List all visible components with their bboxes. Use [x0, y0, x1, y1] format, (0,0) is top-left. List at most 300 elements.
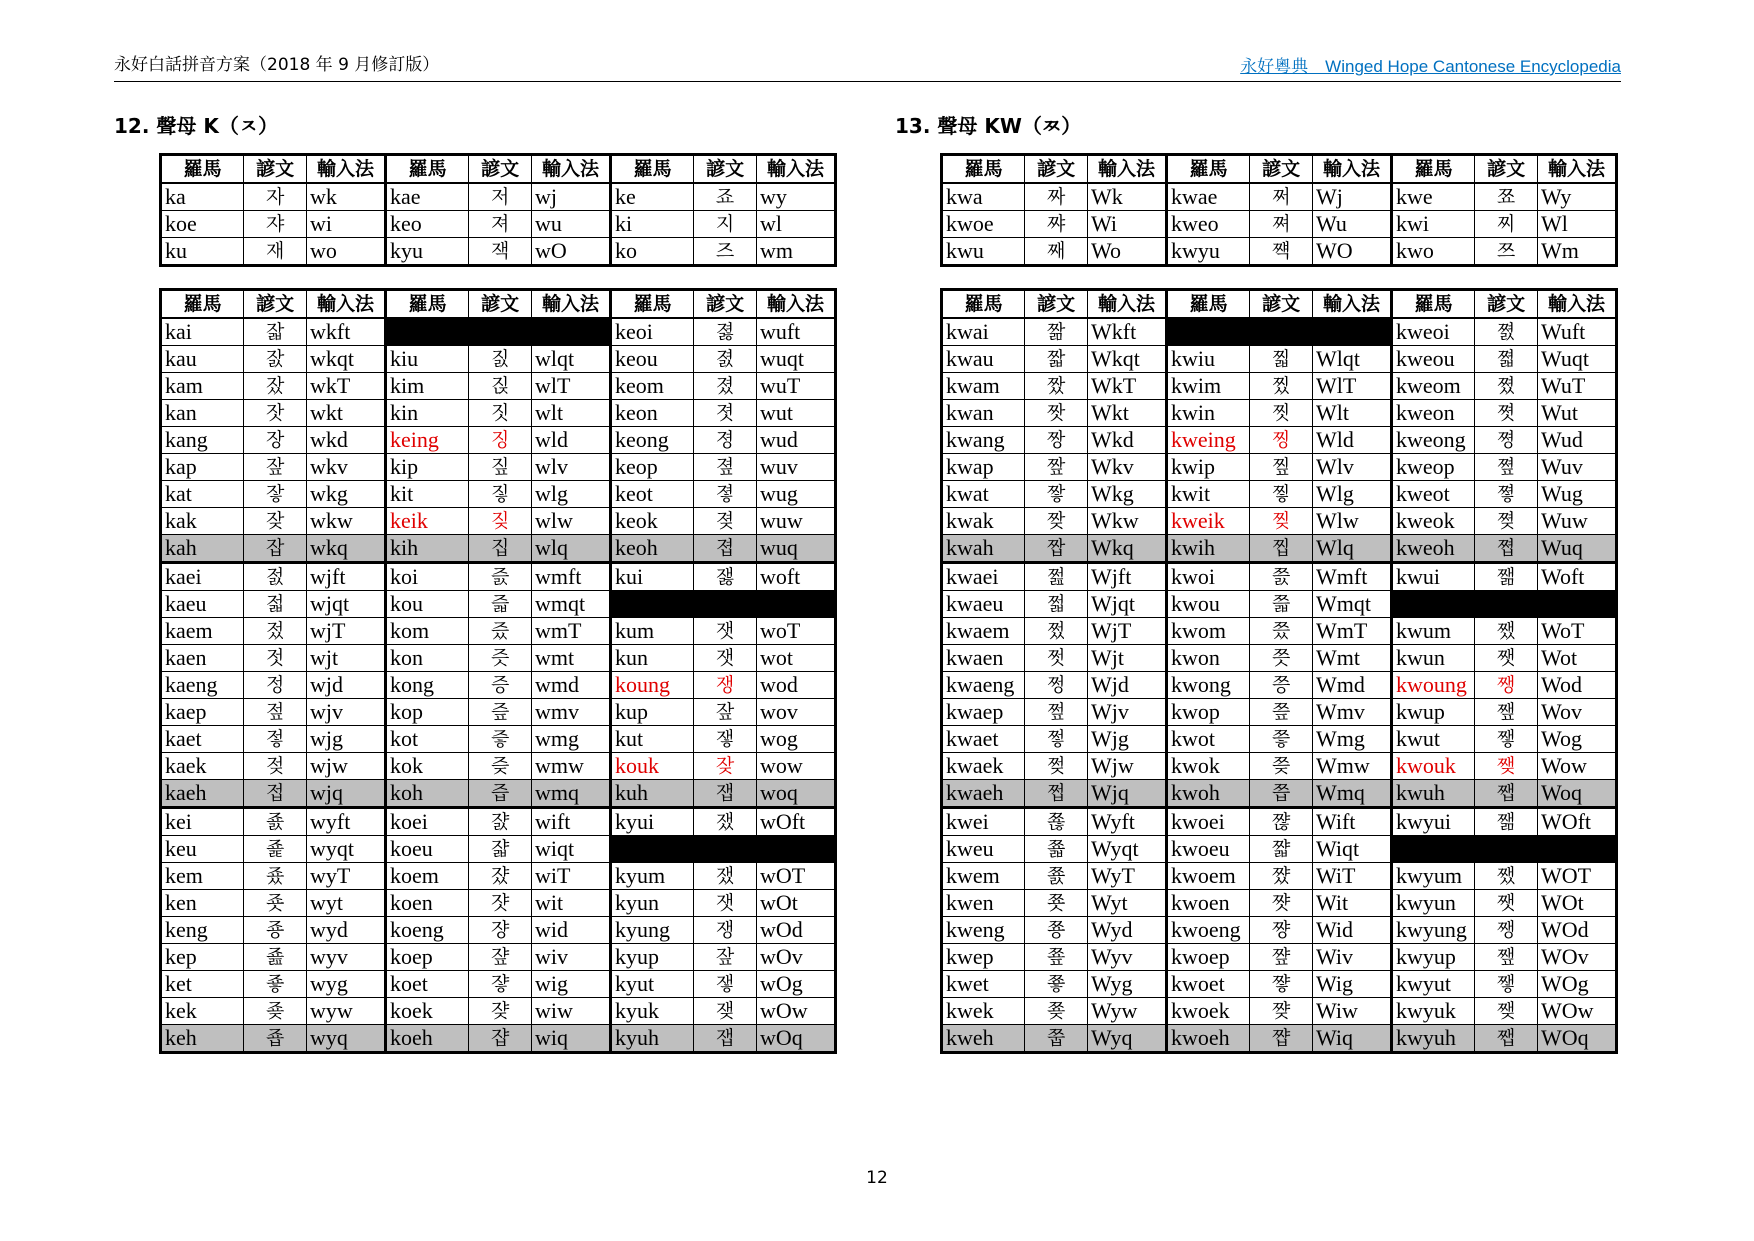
- roman-cell: kam: [161, 373, 244, 400]
- table-row: [942, 971, 1617, 998]
- input-cell: Wiqt: [1312, 836, 1391, 863]
- table-row: [161, 481, 836, 508]
- hangul-cell: 쯠: [1250, 563, 1313, 591]
- input-cell: wyg: [307, 971, 386, 998]
- table-row: [942, 508, 1617, 535]
- roman-cell: kei: [161, 808, 244, 836]
- hangul-cell: 쯔: [1475, 238, 1538, 266]
- column-header: 羅馬: [1166, 290, 1249, 319]
- hangul-cell: 쪗: [1475, 400, 1538, 427]
- hangul-cell: 쯨: [1250, 618, 1313, 645]
- input-cell: Wjv: [1088, 699, 1167, 726]
- hangul-cell: 쨚: [1250, 808, 1313, 836]
- input-cell: Wuft: [1537, 318, 1616, 346]
- roman-cell: koep: [385, 944, 468, 971]
- table-row: [942, 998, 1617, 1025]
- roman-cell: kwen: [942, 890, 1025, 917]
- input-cell: Wyt: [1088, 890, 1167, 917]
- input-cell: wod: [756, 672, 835, 699]
- roman-cell: kuh: [610, 780, 693, 808]
- hangul-cell: 젓: [244, 645, 307, 672]
- column-header: 諺文: [694, 290, 757, 319]
- roman-cell: ko: [610, 238, 693, 266]
- roman-cell: kyum: [610, 863, 693, 890]
- hangul-cell: 쯟: [1250, 591, 1313, 618]
- roman-cell: kweu: [942, 836, 1025, 863]
- hangul-cell: 쨨: [1250, 863, 1313, 890]
- roman-cell: kwoet: [1166, 971, 1249, 998]
- roman-cell: kyup: [610, 944, 693, 971]
- hangul-cell: 쨒: [1475, 944, 1538, 971]
- roman-cell: kwoeng: [1166, 917, 1249, 944]
- input-cell: wjT: [307, 618, 386, 645]
- blank-cell: [1166, 318, 1391, 346]
- roman-cell: kyui: [610, 808, 693, 836]
- input-cell: wiT: [531, 863, 610, 890]
- hangul-cell: 쭆: [1025, 944, 1088, 971]
- input-cell: Wut: [1537, 400, 1616, 427]
- table-row: [161, 808, 836, 836]
- input-cell: Woq: [1537, 780, 1616, 808]
- hangul-cell: 잭: [469, 238, 532, 266]
- roman-cell: kwit: [1166, 481, 1249, 508]
- input-cell: wyv: [307, 944, 386, 971]
- table-row: [161, 373, 836, 400]
- roman-cell: kin: [385, 400, 468, 427]
- table-row: [942, 863, 1617, 890]
- input-cell: wov: [756, 699, 835, 726]
- hangul-cell: 죶: [244, 998, 307, 1025]
- roman-cell: kwam: [942, 373, 1025, 400]
- hangul-cell: 즈: [694, 238, 757, 266]
- hangul-cell: 쟀: [694, 863, 757, 890]
- input-cell: wkqt: [307, 346, 386, 373]
- hangul-cell: 쟢: [469, 944, 532, 971]
- hangul-cell: 잽: [694, 780, 757, 808]
- roman-cell: kweop: [1391, 454, 1474, 481]
- hangul-cell: 쨯: [1250, 971, 1313, 998]
- table-row: [942, 753, 1617, 780]
- input-cell: wjq: [307, 780, 386, 808]
- input-cell: Wjt: [1088, 645, 1167, 672]
- input-cell: Wlt: [1312, 400, 1391, 427]
- input-cell: WoT: [1537, 618, 1616, 645]
- input-cell: wmt: [531, 645, 610, 672]
- input-cell: Wyq: [1088, 1025, 1167, 1053]
- roman-cell: kiu: [385, 346, 468, 373]
- hangul-cell: 짖: [469, 508, 532, 535]
- column-header: 諺文: [469, 155, 532, 184]
- column-header: 諺文: [244, 155, 307, 184]
- hangul-cell: 쨪: [1250, 998, 1313, 1025]
- input-cell: wmw: [531, 753, 610, 780]
- roman-cell: keoh: [610, 535, 693, 563]
- hangul-cell: 쨌: [1475, 618, 1538, 645]
- roman-cell: keot: [610, 481, 693, 508]
- input-cell: Wit: [1312, 890, 1391, 917]
- hangul-cell: 잤: [244, 373, 307, 400]
- roman-cell: kouk: [610, 753, 693, 780]
- input-cell: Wi: [1088, 211, 1167, 238]
- roman-cell: koek: [385, 998, 468, 1025]
- input-cell: wift: [531, 808, 610, 836]
- input-cell: wyq: [307, 1025, 386, 1053]
- input-cell: Wmw: [1312, 753, 1391, 780]
- input-cell: wu: [531, 211, 610, 238]
- input-cell: wo: [307, 238, 386, 266]
- hangul-cell: 즓: [469, 591, 532, 618]
- hangul-cell: 졎: [694, 508, 757, 535]
- roman-cell: kwoen: [1166, 890, 1249, 917]
- hangul-cell: 짭: [1025, 535, 1088, 563]
- roman-cell: keon: [610, 400, 693, 427]
- hangul-cell: 죠: [694, 183, 757, 211]
- input-cell: wkft: [307, 318, 386, 346]
- hangul-cell: 쟓: [469, 836, 532, 863]
- input-cell: wiq: [531, 1025, 610, 1053]
- hangul-cell: 쨋: [1475, 890, 1538, 917]
- roman-cell: kwouk: [1391, 753, 1474, 780]
- hangul-cell: 지: [694, 211, 757, 238]
- table-row: [942, 699, 1617, 726]
- roman-cell: keu: [161, 836, 244, 863]
- column-header: 諺文: [1025, 290, 1088, 319]
- input-cell: Wmd: [1312, 672, 1391, 699]
- input-cell: Wmq: [1312, 780, 1391, 808]
- roman-cell: kum: [610, 618, 693, 645]
- roman-cell: koeu: [385, 836, 468, 863]
- roman-cell: kweou: [1391, 346, 1474, 373]
- hangul-cell: 쯩: [1250, 672, 1313, 699]
- input-cell: Wuqt: [1537, 346, 1616, 373]
- hangul-cell: 쯮: [1250, 699, 1313, 726]
- input-cell: Wkg: [1088, 481, 1167, 508]
- table-row: [161, 618, 836, 645]
- hangul-cell: 쨍: [1475, 917, 1538, 944]
- roman-cell: kwoi: [1166, 563, 1249, 591]
- roman-cell: kwiu: [1166, 346, 1249, 373]
- roman-cell: kap: [161, 454, 244, 481]
- input-cell: wO: [531, 238, 610, 266]
- hangul-cell: 쟈: [244, 211, 307, 238]
- table-row: [161, 699, 836, 726]
- column-header: 輸入法: [531, 155, 610, 184]
- hangul-cell: 쨧: [1250, 890, 1313, 917]
- table-row: [161, 944, 836, 971]
- roman-cell: kweok: [1391, 508, 1474, 535]
- roman-cell: kweng: [942, 917, 1025, 944]
- roman-cell: kwan: [942, 400, 1025, 427]
- input-cell: Wlqt: [1312, 346, 1391, 373]
- roman-cell: kwaek: [942, 753, 1025, 780]
- input-cell: wuq: [756, 535, 835, 563]
- roman-cell: kwang: [942, 427, 1025, 454]
- roman-cell: koeng: [385, 917, 468, 944]
- roman-cell: kwom: [1166, 618, 1249, 645]
- input-cell: Wug: [1537, 481, 1616, 508]
- roman-cell: kwet: [942, 971, 1025, 998]
- input-cell: Wkft: [1088, 318, 1167, 346]
- table-row: [161, 672, 836, 699]
- hangul-cell: 정: [244, 672, 307, 699]
- roman-cell: kwoh: [1166, 780, 1249, 808]
- input-cell: wjv: [307, 699, 386, 726]
- roman-cell: kon: [385, 645, 468, 672]
- hangul-cell: 죭: [244, 836, 307, 863]
- roman-cell: kwi: [1391, 211, 1474, 238]
- input-cell: Wot: [1537, 645, 1616, 672]
- input-cell: Wmft: [1312, 563, 1391, 591]
- roman-cell: kih: [385, 535, 468, 563]
- roman-cell: keom: [610, 373, 693, 400]
- table-row: [161, 726, 836, 753]
- hangul-cell: 죱: [244, 1025, 307, 1053]
- roman-cell: kwae: [1166, 183, 1249, 211]
- roman-cell: kup: [610, 699, 693, 726]
- input-cell: WuT: [1537, 373, 1616, 400]
- input-cell: wyt: [307, 890, 386, 917]
- column-header: 輸入法: [1088, 290, 1167, 319]
- hangul-cell: 짜: [1025, 183, 1088, 211]
- column-header: 羅馬: [1391, 155, 1474, 184]
- input-cell: wj: [531, 183, 610, 211]
- input-cell: Wig: [1312, 971, 1391, 998]
- hangul-cell: 쨔: [1025, 211, 1088, 238]
- roman-cell: kweon: [1391, 400, 1474, 427]
- table-row: [161, 535, 836, 563]
- input-cell: Wld: [1312, 427, 1391, 454]
- hangul-cell: 죵: [244, 917, 307, 944]
- roman-cell: kom: [385, 618, 468, 645]
- roman-cell: kwyuh: [1391, 1025, 1474, 1053]
- input-cell: Wjg: [1088, 726, 1167, 753]
- roman-cell: kwah: [942, 535, 1025, 563]
- roman-cell: kwaep: [942, 699, 1025, 726]
- input-cell: Wyv: [1088, 944, 1167, 971]
- input-cell: WO: [1312, 238, 1391, 266]
- input-cell: wjt: [307, 645, 386, 672]
- table-row: [942, 318, 1617, 346]
- hangul-cell: 즢: [469, 699, 532, 726]
- hangul-cell: 즜: [469, 618, 532, 645]
- hangul-cell: 쩢: [1025, 753, 1088, 780]
- input-cell: WlT: [1312, 373, 1391, 400]
- input-cell: woT: [756, 618, 835, 645]
- roman-cell: kyut: [610, 971, 693, 998]
- roman-cell: keng: [161, 917, 244, 944]
- hangul-cell: 졌: [694, 373, 757, 400]
- input-cell: Wiq: [1312, 1025, 1391, 1053]
- hangul-cell: 젋: [244, 591, 307, 618]
- hangul-cell: 증: [469, 672, 532, 699]
- header-row: [942, 155, 1617, 184]
- input-cell: wlw: [531, 508, 610, 535]
- hangul-cell: 쬷: [1025, 836, 1088, 863]
- hangul-cell: 짲: [1025, 508, 1088, 535]
- hangul-cell: 쩡: [1025, 672, 1088, 699]
- hangul-cell: 짶: [1025, 454, 1088, 481]
- input-cell: wk: [307, 183, 386, 211]
- hangul-cell: 죬: [244, 808, 307, 836]
- hangul-cell: 짦: [1025, 318, 1088, 346]
- roman-cell: koeh: [385, 1025, 468, 1053]
- input-cell: WjT: [1088, 618, 1167, 645]
- input-cell: wlT: [531, 373, 610, 400]
- roman-cell: kwak: [942, 508, 1025, 535]
- roman-cell: kwau: [942, 346, 1025, 373]
- hangul-cell: 찧: [1250, 481, 1313, 508]
- input-cell: Wkqt: [1088, 346, 1167, 373]
- column-header: 羅馬: [942, 290, 1025, 319]
- table-row: [942, 917, 1617, 944]
- input-cell: Wjq: [1088, 780, 1167, 808]
- roman-cell: kwot: [1166, 726, 1249, 753]
- table-row: [161, 400, 836, 427]
- roman-cell: kyuk: [610, 998, 693, 1025]
- roman-cell: koet: [385, 971, 468, 998]
- roman-cell: kim: [385, 373, 468, 400]
- hangul-cell: 죳: [244, 890, 307, 917]
- input-cell: wow: [756, 753, 835, 780]
- hangul-cell: 쪚: [1475, 508, 1538, 535]
- hangul-cell: 짧: [1025, 346, 1088, 373]
- section-title-kw: 13. 聲母 KW（ㅉ）: [895, 114, 1082, 138]
- hangul-cell: 짅: [469, 373, 532, 400]
- hangul-cell: 찡: [1250, 427, 1313, 454]
- roman-cell: kwoeu: [1166, 836, 1249, 863]
- input-cell: wug: [756, 481, 835, 508]
- roman-cell: keou: [610, 346, 693, 373]
- hangul-cell: 쪙: [1475, 427, 1538, 454]
- input-cell: Wk: [1088, 183, 1167, 211]
- column-header: 諺文: [1250, 290, 1313, 319]
- hangul-cell: 쨎: [1475, 998, 1538, 1025]
- table-row: [161, 753, 836, 780]
- input-cell: Wl: [1537, 211, 1616, 238]
- blank-cell: [1391, 836, 1616, 863]
- roman-cell: kah: [161, 535, 244, 563]
- hangul-cell: 쪐: [1475, 318, 1538, 346]
- hangul-cell: 쟙: [469, 1025, 532, 1053]
- hangul-cell: 져: [469, 211, 532, 238]
- roman-cell: kwou: [1166, 591, 1249, 618]
- hangul-cell: 쬸: [1025, 863, 1088, 890]
- hangul-cell: 자: [244, 183, 307, 211]
- input-cell: Wmv: [1312, 699, 1391, 726]
- input-cell: Wu: [1312, 211, 1391, 238]
- column-header: 諺文: [1250, 155, 1313, 184]
- roman-cell: kaeu: [161, 591, 244, 618]
- roman-cell: ke: [610, 183, 693, 211]
- roman-cell: koi: [385, 563, 468, 591]
- roman-cell: kaet: [161, 726, 244, 753]
- hangul-cell: 쩌: [1250, 183, 1313, 211]
- section-title-k: 12. 聲母 K（ㅈ）: [114, 114, 279, 138]
- input-cell: wmqt: [531, 591, 610, 618]
- roman-cell: kwin: [1166, 400, 1249, 427]
- hangul-cell: 죻: [244, 971, 307, 998]
- roman-cell: kwap: [942, 454, 1025, 481]
- hangul-cell: 쨉: [1475, 1025, 1538, 1053]
- table-row: [161, 318, 836, 346]
- roman-cell: kang: [161, 427, 244, 454]
- input-cell: Wlq: [1312, 535, 1391, 563]
- column-header: 諺文: [469, 290, 532, 319]
- roman-cell: koe: [161, 211, 244, 238]
- roman-cell: kwyui: [1391, 808, 1474, 836]
- hangul-cell: 잿: [694, 618, 757, 645]
- table-row: [942, 591, 1617, 618]
- input-cell: wiqt: [531, 836, 610, 863]
- input-cell: Wkv: [1088, 454, 1167, 481]
- input-cell: wiv: [531, 944, 610, 971]
- hangul-cell: 즙: [469, 780, 532, 808]
- hangul-cell: 쩧: [1025, 726, 1088, 753]
- table-row: [942, 780, 1617, 808]
- hangul-cell: 쨱: [1250, 238, 1313, 266]
- roman-cell: kweing: [1166, 427, 1249, 454]
- table-row: [161, 971, 836, 998]
- hangul-cell: 쯧: [1250, 645, 1313, 672]
- hangul-cell: 쨉: [1475, 780, 1538, 808]
- roman-cell: kut: [610, 726, 693, 753]
- input-cell: Wo: [1088, 238, 1167, 266]
- roman-cell: kwon: [1166, 645, 1249, 672]
- input-cell: Wid: [1312, 917, 1391, 944]
- input-cell: wkq: [307, 535, 386, 563]
- roman-cell: kwup: [1391, 699, 1474, 726]
- hangul-cell: 집: [469, 535, 532, 563]
- hangul-cell: 쨋: [1475, 645, 1538, 672]
- hangul-cell: 쨌: [1475, 863, 1538, 890]
- input-cell: WkT: [1088, 373, 1167, 400]
- input-cell: wkv: [307, 454, 386, 481]
- roman-cell: kwum: [1391, 618, 1474, 645]
- input-cell: Wkw: [1088, 508, 1167, 535]
- table-k-finals: [159, 288, 837, 1054]
- header-site-link[interactable]: 永好粵典 Winged Hope Cantonese Encyclopedia: [1240, 57, 1621, 76]
- column-header: 輸入法: [1537, 290, 1616, 319]
- roman-cell: kweh: [942, 1025, 1025, 1053]
- input-cell: wjw: [307, 753, 386, 780]
- hangul-cell: 쟜: [469, 863, 532, 890]
- input-cell: Wkt: [1088, 400, 1167, 427]
- table-row: [942, 944, 1617, 971]
- table-row: [161, 563, 836, 591]
- input-cell: Wj: [1312, 183, 1391, 211]
- roman-cell: kaen: [161, 645, 244, 672]
- table-row: [942, 890, 1617, 917]
- hangul-cell: 쟂: [694, 998, 757, 1025]
- column-header: 羅馬: [1166, 155, 1249, 184]
- hangul-cell: 쟔: [469, 808, 532, 836]
- table-row: [161, 346, 836, 373]
- roman-cell: kwaeh: [942, 780, 1025, 808]
- hangul-cell: 쨒: [1475, 699, 1538, 726]
- hangul-cell: 즞: [469, 753, 532, 780]
- hangul-cell: 짚: [469, 454, 532, 481]
- roman-cell: kyun: [610, 890, 693, 917]
- hangul-cell: 짱: [1025, 427, 1088, 454]
- table-row: [161, 645, 836, 672]
- roman-cell: kou: [385, 591, 468, 618]
- hangul-cell: 쨟: [1250, 836, 1313, 863]
- hangul-cell: 재: [244, 238, 307, 266]
- hangul-cell: 젌: [244, 563, 307, 591]
- hangul-cell: 졉: [694, 535, 757, 563]
- hangul-cell: 쟣: [469, 971, 532, 998]
- table-row: [161, 454, 836, 481]
